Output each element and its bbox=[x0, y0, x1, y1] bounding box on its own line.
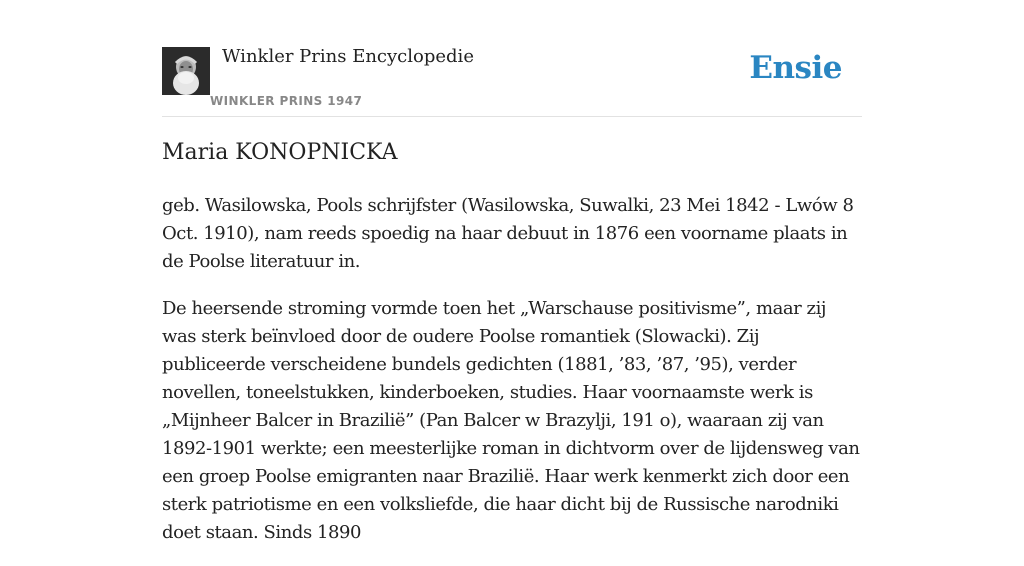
author-avatar[interactable] bbox=[162, 47, 210, 95]
article-title: Maria KONOPNICKA bbox=[162, 140, 398, 165]
source-title[interactable]: Winkler Prins Encyclopedie bbox=[222, 46, 474, 67]
source-subtitle[interactable]: WINKLER PRINS 1947 bbox=[210, 94, 363, 108]
ensie-logo[interactable]: Ensie bbox=[749, 50, 842, 86]
bearded-portrait-icon bbox=[162, 47, 210, 95]
source-header bbox=[162, 0, 862, 117]
article-container bbox=[162, 0, 862, 543]
article-body bbox=[162, 192, 862, 566]
article-paragraph: geb. Wasilowska, Pools schrijfster (Wasilowska, Suwalki, 23 Mei 1842 - Lwów 8 Oct. 1910), nam reeds spoedig na haar debuut in 1876 een voorname plaats in de Poolse literatuur in. bbox=[162, 195, 854, 272]
article-paragraph: De heersende stroming vormde toen het „Warschause positivisme”, maar zij was sterk beïnvloed door de oudere Poolse romantiek (Slowacki). Zij publiceerde verscheidene bundels gedichten (1881, ’83, ’87, ’95), verder novellen, toneelstukken, kinderboeken, studies. Haar voornaamste werk is „Mijnheer Balcer in Brazilië” (Pan Balcer w Brazylji, 191 o), waaraan zij van 1892-1901 werkte; een meesterlijke roman in dichtvorm over de lijdensweg van een groep Poolse emigranten naar Brazilië. Haar werk kenmerkt zich door een sterk patriotisme en een volksliefde, die haar dicht bij de Russische narodniki doet staan. Sinds 1890 bbox=[162, 298, 860, 543]
